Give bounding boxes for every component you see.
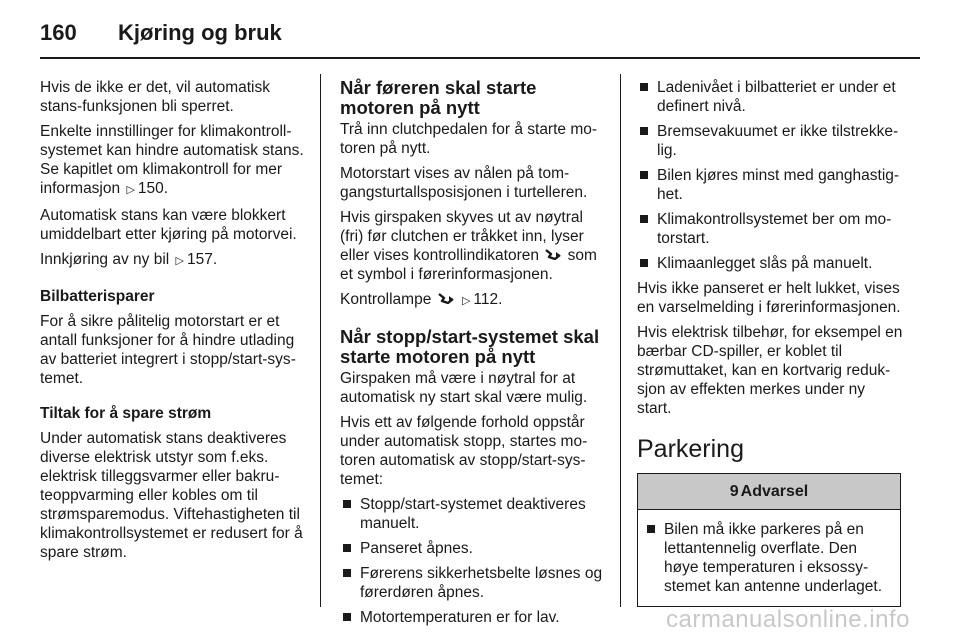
condition-list bbox=[340, 495, 606, 627]
column-divider bbox=[320, 74, 321, 607]
section-heading-system-restart: Når stopp/start-systemet skal starte motoren på nytt bbox=[340, 326, 600, 367]
header-rule bbox=[40, 57, 920, 59]
list-item: Ladenivået i bilbatteriet er under et definert nivå. bbox=[637, 78, 903, 116]
warning-triangle-icon: 9 bbox=[729, 483, 739, 500]
paragraph: Hvis de ikke er det, vil automatisk stans-funksjonen bli sperret. bbox=[40, 79, 271, 115]
paragraph: Hvis ikke panseret er helt lukket, vises en varselmelding i førerinformasjonen. bbox=[637, 280, 901, 316]
warning-title: Advarsel bbox=[740, 483, 809, 500]
column-right bbox=[637, 78, 903, 607]
warning-body bbox=[638, 510, 900, 606]
list-item: Bremsevakuumet er ikke tilstrekkelig. bbox=[637, 122, 903, 160]
paragraph bbox=[40, 122, 306, 200]
list-item: Bilen kjøres minst med ganghastighet. bbox=[637, 166, 903, 204]
paragraph bbox=[40, 250, 306, 271]
paragraph: Automatisk stans kan være blokkert umiddelbart etter kjøring på motorvei. bbox=[40, 207, 297, 243]
list-item: Klimaanlegget slås på manuelt. bbox=[637, 254, 903, 273]
watermark: carmanualsonline.info bbox=[666, 606, 910, 633]
list-item: Klimakontrollsystemet ber om motorstart. bbox=[637, 210, 903, 248]
paragraph: Motorstart vises av nålen på tomgangsturtallsposisjonen i turtelleren. bbox=[340, 165, 588, 201]
list-item: Panseret åpnes. bbox=[340, 539, 606, 558]
page-reference-link[interactable]: ▷ 157. bbox=[174, 251, 218, 268]
subheading-power-saving: Tiltak for å spare strøm bbox=[40, 405, 212, 422]
page-reference-link[interactable]: ▷ 112. bbox=[460, 291, 503, 308]
page-number: 160 bbox=[40, 20, 77, 45]
warning-list bbox=[644, 520, 894, 596]
subheading-battery-saver: Bilbatterisparer bbox=[40, 288, 155, 305]
list-item: Førerens sikkerhetsbelte løsnes og førerdøren åpnes. bbox=[340, 564, 606, 602]
paragraph: Trå inn clutchpedalen for å starte motoren på nytt. bbox=[340, 121, 598, 157]
paragraph bbox=[340, 290, 606, 311]
paragraph-text: Kontrollampe bbox=[340, 291, 432, 308]
warning-header bbox=[638, 474, 900, 510]
paragraph-text: Innkjøring av ny bil bbox=[40, 251, 170, 268]
warning-box bbox=[637, 473, 901, 607]
list-item: Stopp/start-systemet deaktiveres manuelt. bbox=[340, 495, 606, 533]
paragraph-text: som et symbol i førerinformasjonen. bbox=[340, 247, 597, 283]
list-item: Bilen må ikke parkeres på en lettantennelig overflate. Den høye temperaturen i eksossystemet kan antenne underlaget. bbox=[644, 520, 894, 596]
column-divider bbox=[620, 74, 621, 607]
page-reference-link[interactable]: ▷ 150. bbox=[124, 180, 168, 197]
paragraph: Girspaken må være i nøytral for at automatisk ny start skal være mulig. bbox=[340, 370, 588, 406]
paragraph-text: Enkelte innstillinger for klimakontrollsystemet kan hindre automatisk stans. Se kapitlet om klimakontroll for mer informasjon bbox=[40, 123, 304, 197]
page-header bbox=[40, 18, 282, 48]
column-middle bbox=[340, 78, 606, 633]
paragraph bbox=[340, 208, 606, 284]
list-item: Motortemperaturen er for lav. bbox=[340, 608, 606, 627]
section-heading-driver-restart: Når føreren skal starte motoren på nytt bbox=[340, 77, 537, 118]
section-heading-parking: Parkering bbox=[637, 435, 744, 463]
paragraph: For å sikre pålitelig motorstart er et antall funksjoner for å hindre utlading av batteriet integrert i stopp/start-systemet. bbox=[40, 313, 296, 387]
paragraph: Hvis ett av følgende forhold oppstår under automatisk stopp, startes motoren automatisk av stopp/start-systemet: bbox=[340, 414, 588, 488]
paragraph: Under automatisk stans deaktiveres diverse elektrisk utstyr som f.eks. elektrisk tilleggsvarmer eller bakruteoppvarming eller kobles om til strømsparemodus. Viftehastigheten til klimakontrollsystemet er redusert for å spare strøm. bbox=[40, 430, 303, 561]
autostop-icon bbox=[545, 246, 561, 265]
chapter-title: Kjøring og bruk bbox=[118, 20, 282, 45]
paragraph-text: Hvis girspaken skyves ut av nøytral (fri) før clutchen er tråkket inn, lyser eller vises kontrollindikatoren bbox=[340, 209, 584, 264]
paragraph: Hvis elektrisk tilbehør, for eksempel en bærbar CD-spiller, er koblet til strømuttaket, kan en kortvarig reduksjon av effekten merkes under ny start. bbox=[637, 324, 903, 417]
column-left bbox=[40, 78, 306, 568]
autostop-icon bbox=[438, 290, 454, 309]
condition-list bbox=[637, 78, 903, 273]
